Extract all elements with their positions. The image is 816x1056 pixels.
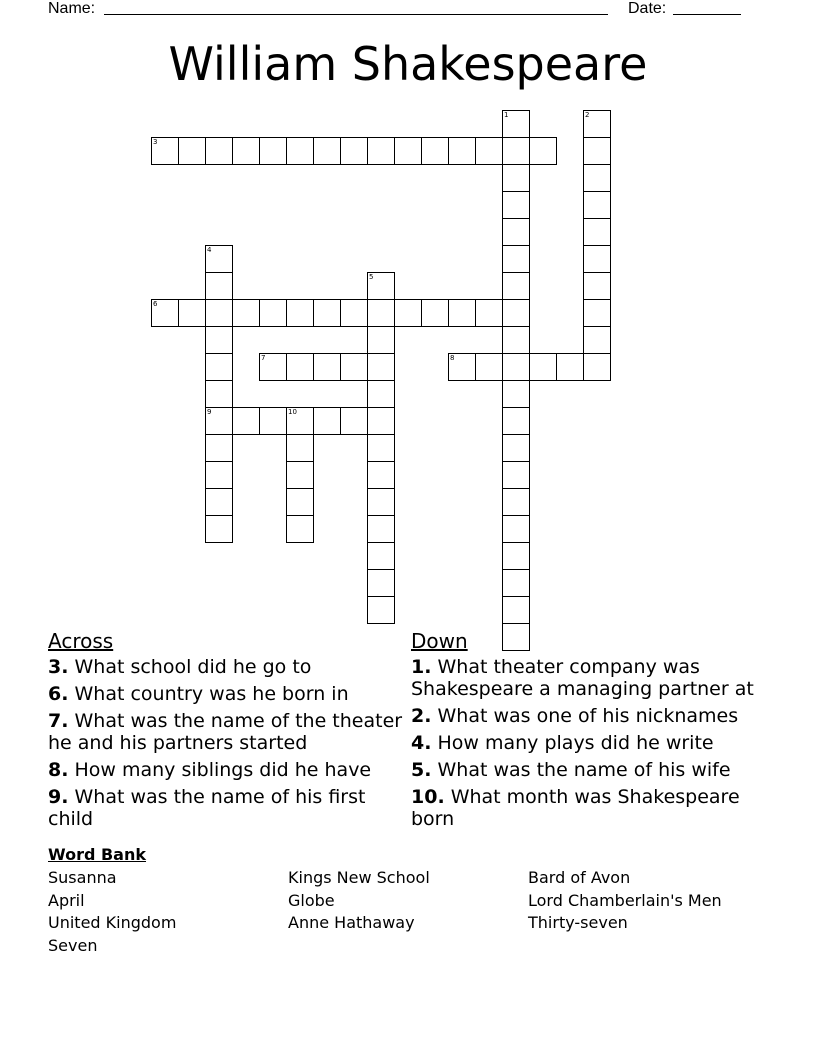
grid-cell[interactable] [205,137,233,165]
grid-cell[interactable] [205,326,233,354]
grid-cell[interactable] [367,434,395,462]
grid-cell[interactable] [205,515,233,543]
across-clue-list [48,656,408,830]
grid-cell[interactable] [205,353,233,381]
grid-cell[interactable] [367,515,395,543]
clue-number: 7. [48,710,69,732]
grid-cell[interactable] [286,434,314,462]
grid-cell[interactable] [232,407,260,435]
grid-cell[interactable] [502,515,530,543]
down-clues [411,628,771,835]
clue-text: What theater company was Shakespeare a managing partner at [411,656,754,700]
grid-cell[interactable] [502,353,530,381]
down-clue-list [411,656,771,830]
grid-cell[interactable] [178,137,206,165]
word-bank-item: Kings New School [288,868,430,887]
grid-cell[interactable] [502,407,530,435]
grid-cell[interactable] [313,407,341,435]
clue-number: 1 [504,111,509,119]
clue-number: 3 [153,138,158,146]
grid-cell[interactable] [583,326,611,354]
grid-cell[interactable] [205,407,233,435]
grid-cell[interactable] [367,326,395,354]
grid-cell[interactable] [340,407,368,435]
grid-cell[interactable] [259,137,287,165]
clue-number: 9. [48,786,69,808]
grid-cell[interactable] [502,461,530,489]
grid-cell[interactable] [475,353,503,381]
grid-cell[interactable] [583,218,611,246]
clue-text: How many siblings did he have [68,759,372,781]
clue-text: What was the name of his wife [431,759,731,781]
across-clue [48,710,408,754]
grid-cell[interactable] [151,137,179,165]
grid-cell[interactable] [340,353,368,381]
grid-cell[interactable] [367,299,395,327]
word-bank-item: April [48,890,85,910]
clue-number: 2. [411,705,432,727]
clue-text: What month was Shakespeare born [411,786,740,830]
clue-number: 6. [48,683,69,705]
clue-number: 6 [153,300,158,308]
clue-text: What school did he go to [68,656,312,678]
across-heading: Across [48,629,114,653]
date-label: Date: [628,0,667,17]
clue-number: 10 [288,408,297,416]
grid-cell[interactable] [232,299,260,327]
grid-cell[interactable] [367,137,395,165]
down-clue [411,705,771,727]
across-clue [48,786,408,830]
grid-cell[interactable] [583,272,611,300]
grid-cell[interactable] [367,569,395,597]
word-bank-item: Globe [288,890,335,910]
down-clue [411,732,771,754]
grid-cell[interactable] [448,299,476,327]
grid-cell[interactable] [421,137,449,165]
word-bank-title: Word Bank [48,845,147,864]
clue-number: 9 [207,408,212,416]
grid-cell[interactable] [178,299,206,327]
grid-cell[interactable] [286,407,314,435]
grid-cell[interactable] [205,488,233,516]
clue-text: What country was he born in [68,683,349,705]
grid-cell[interactable] [529,353,557,381]
grid-cell[interactable] [313,353,341,381]
grid-cell[interactable] [475,137,503,165]
grid-cell[interactable] [367,407,395,435]
grid-cell[interactable] [259,407,287,435]
grid-cell[interactable] [421,299,449,327]
down-clue [411,786,771,830]
down-heading: Down [411,629,468,653]
across-clue [48,656,408,678]
grid-cell[interactable] [340,137,368,165]
grid-cell[interactable] [205,299,233,327]
grid-cell[interactable] [502,110,530,138]
grid-cell[interactable] [367,461,395,489]
across-clue [48,759,408,781]
clue-number: 8. [48,759,69,781]
grid-cell[interactable] [502,191,530,219]
word-bank-item: Thirty-seven [528,913,628,932]
clue-text: What was the name of the theater he and his partners started [48,710,403,754]
clue-number: 4 [207,246,212,254]
grid-cell[interactable] [340,299,368,327]
grid-cell[interactable] [502,434,530,462]
grid-cell[interactable] [205,272,233,300]
grid-cell[interactable] [286,299,314,327]
word-bank-item: Seven [48,935,98,955]
across-clue [48,683,408,705]
grid-cell[interactable] [151,299,179,327]
grid-cell[interactable] [448,137,476,165]
clue-number: 5 [369,273,374,281]
grid-cell[interactable] [394,299,422,327]
grid-cell[interactable] [313,137,341,165]
grid-cell[interactable] [583,299,611,327]
clue-number: 8 [450,354,455,362]
grid-cell[interactable] [502,488,530,516]
grid-cell[interactable] [502,137,530,165]
grid-cell[interactable] [205,380,233,408]
grid-cell[interactable] [502,380,530,408]
grid-cell[interactable] [583,137,611,165]
word-bank-item: Anne Hathaway [288,913,415,932]
grid-cell[interactable] [259,353,287,381]
grid-cell[interactable] [313,299,341,327]
grid-cell[interactable] [583,353,611,381]
grid-cell[interactable] [286,137,314,165]
grid-cell[interactable] [367,353,395,381]
grid-cell[interactable] [205,434,233,462]
across-clues [48,628,408,835]
grid-cell[interactable] [286,461,314,489]
grid-cell[interactable] [502,299,530,327]
word-bank-item: Bard of Avon [528,868,631,887]
grid-cell[interactable] [583,164,611,192]
word-bank-item: Susanna [48,868,117,887]
grid-cell[interactable] [232,137,260,165]
grid-cell[interactable] [259,299,287,327]
grid-cell[interactable] [502,326,530,354]
grid-cell[interactable] [529,137,557,165]
grid-cell[interactable] [205,245,233,273]
grid-cell[interactable] [583,110,611,138]
clue-number: 7 [261,354,266,362]
grid-cell[interactable] [502,569,530,597]
grid-cell[interactable] [583,245,611,273]
down-clue [411,759,771,781]
grid-cell[interactable] [502,245,530,273]
word-bank-list [48,867,768,967]
grid-cell[interactable] [502,596,530,624]
grid-cell[interactable] [502,272,530,300]
grid-cell[interactable] [556,353,584,381]
clue-text: What was one of his nicknames [431,705,739,727]
clue-number: 10. [411,786,445,808]
grid-cell[interactable] [448,353,476,381]
grid-cell[interactable] [475,299,503,327]
grid-cell[interactable] [394,137,422,165]
word-bank [48,845,768,967]
clue-number: 1. [411,656,432,678]
clue-number: 4. [411,732,432,754]
grid-cell[interactable] [502,542,530,570]
grid-cell[interactable] [367,596,395,624]
grid-cell[interactable] [502,164,530,192]
clue-text: How many plays did he write [431,732,714,754]
clue-number: 5. [411,759,432,781]
grid-cell[interactable] [367,542,395,570]
down-clue [411,656,771,700]
grid-cell[interactable] [583,191,611,219]
grid-cell[interactable] [367,272,395,300]
grid-cell[interactable] [286,353,314,381]
grid-cell[interactable] [205,461,233,489]
name-label: Name: [48,0,96,17]
clue-number: 2 [585,111,590,119]
clue-number: 3. [48,656,69,678]
grid-cell[interactable] [286,488,314,516]
grid-cell[interactable] [367,380,395,408]
word-bank-item: United Kingdom [48,913,177,932]
page-title: William Shakespeare [168,37,648,91]
grid-cell[interactable] [367,488,395,516]
clue-text: What was the name of his first child [48,786,366,830]
grid-cell[interactable] [286,515,314,543]
grid-cell[interactable] [502,218,530,246]
word-bank-item: Lord Chamberlain's Men [528,890,722,910]
